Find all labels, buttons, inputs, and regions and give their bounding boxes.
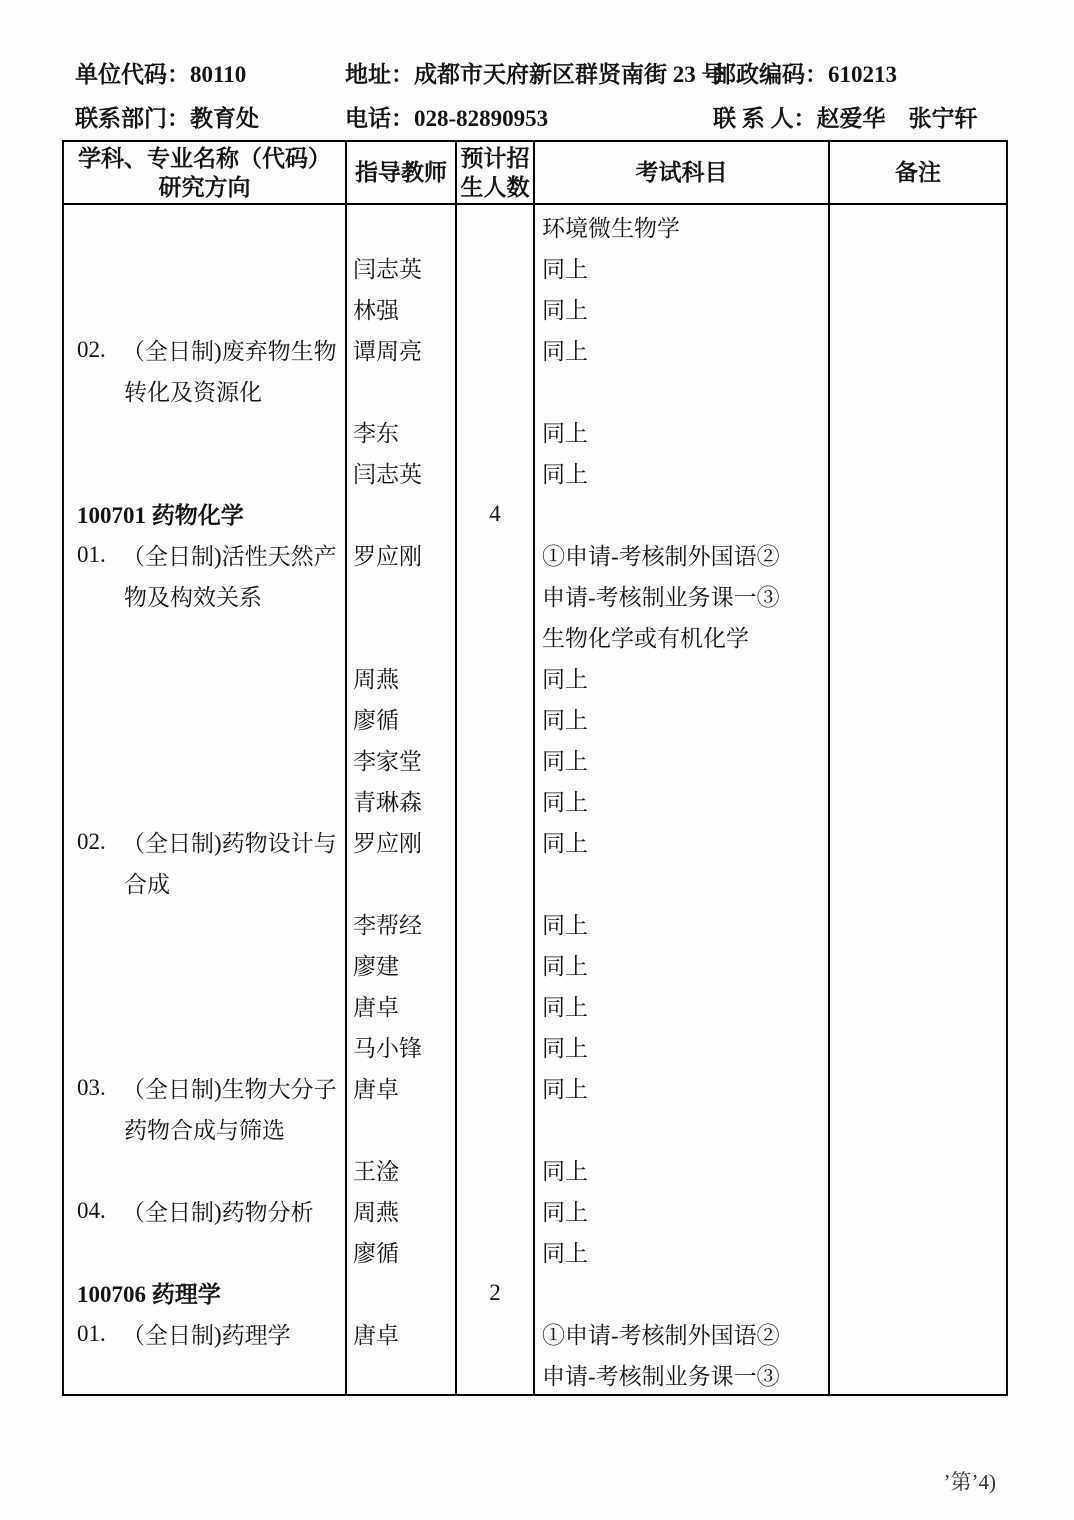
info-line-1 — [0, 56, 1074, 86]
table-header-row — [64, 142, 1006, 205]
quota-line-1 — [457, 206, 533, 247]
direction-number: 02. — [77, 336, 106, 362]
exam-column — [535, 205, 830, 1395]
exam-line-7: 同上 — [542, 462, 588, 487]
remarks-line-13 — [830, 698, 1006, 739]
advisor-line-15: 青琳森 — [353, 790, 422, 815]
direction-text: （全日制)生物大分子 — [122, 1077, 337, 1102]
direction-number: 01. — [77, 541, 106, 567]
direction-text: （全日制)活性天然产 — [122, 544, 337, 569]
remarks-line-11 — [830, 616, 1006, 657]
subject-line-25 — [64, 1190, 345, 1231]
quota-line-29 — [457, 1354, 533, 1395]
quota-line-28 — [457, 1313, 533, 1354]
quota-line-24 — [457, 1149, 533, 1190]
subject-column — [64, 205, 347, 1395]
quota-line-11 — [457, 616, 533, 657]
subject-line-24 — [64, 1149, 345, 1190]
quota-line-14 — [457, 739, 533, 780]
quota-line-5 — [457, 370, 533, 411]
remarks-column — [830, 205, 1006, 1395]
subject-line-17: 合成 — [124, 872, 170, 897]
subject-line-16 — [64, 821, 345, 862]
remarks-line-12 — [830, 657, 1006, 698]
advisor-line-23 — [347, 1108, 455, 1149]
exam-line-15: 同上 — [542, 790, 588, 815]
exam-line-4: 同上 — [542, 339, 588, 364]
header-quota — [457, 142, 535, 203]
phone: 电话：028-82890953 — [345, 106, 549, 131]
remarks-line-16 — [830, 821, 1006, 862]
remarks-line-4 — [830, 329, 1006, 370]
subject-line-27: 100706 药理学 — [77, 1282, 221, 1307]
exam-line-13: 同上 — [542, 708, 588, 733]
exam-line-3: 同上 — [542, 298, 588, 323]
exam-line-2: 同上 — [542, 257, 588, 282]
subject-line-8: 100701 药物化学 — [77, 503, 244, 528]
admissions-table — [62, 140, 1008, 1396]
exam-line-14: 同上 — [542, 749, 588, 774]
quota-line-4 — [457, 329, 533, 370]
header-subject — [64, 142, 347, 203]
quota-line-2 — [457, 247, 533, 288]
header-exam — [535, 142, 830, 203]
quota-line-9 — [457, 534, 533, 575]
postal-code: 邮政编码：610213 — [713, 62, 897, 87]
subject-line-21 — [64, 1026, 345, 1067]
quota-line-17 — [457, 862, 533, 903]
header-remarks — [830, 142, 1006, 203]
exam-line-25: 同上 — [542, 1200, 588, 1225]
header-advisor — [347, 142, 457, 203]
remarks-line-9 — [830, 534, 1006, 575]
header-quota-line1: 预计招 — [460, 145, 530, 171]
subject-line-12 — [64, 657, 345, 698]
quota-line-3 — [457, 288, 533, 329]
subject-line-15 — [64, 780, 345, 821]
quota-line-25 — [457, 1190, 533, 1231]
exam-line-16: 同上 — [542, 831, 588, 856]
advisor-line-9: 罗应刚 — [353, 544, 422, 569]
subject-line-5: 转化及资源化 — [124, 380, 262, 405]
remarks-line-1 — [830, 206, 1006, 247]
advisor-line-3: 林强 — [353, 298, 399, 323]
header-subject-line2: 研究方向 — [158, 174, 251, 200]
advisor-line-14: 李家堂 — [353, 749, 422, 774]
remarks-line-3 — [830, 288, 1006, 329]
header-subject-line1: 学科、专业名称（代码） — [78, 145, 331, 171]
exam-line-27 — [535, 1272, 828, 1313]
header-exam-label: 考试科目 — [635, 160, 728, 185]
exam-line-10: 申请-考核制业务课一③ — [542, 585, 780, 610]
subject-line-11 — [64, 616, 345, 657]
quota-line-20 — [457, 985, 533, 1026]
remarks-line-10 — [830, 575, 1006, 616]
exam-line-22: 同上 — [542, 1077, 588, 1102]
direction-number: 02. — [77, 828, 106, 854]
contact-dept: 联系部门：教育处 — [75, 106, 259, 131]
advisor-line-16: 罗应刚 — [353, 831, 422, 856]
subject-line-19 — [64, 944, 345, 985]
quota-line-7 — [457, 452, 533, 493]
remarks-line-20 — [830, 985, 1006, 1026]
advisor-line-25: 周燕 — [353, 1200, 399, 1225]
remarks-line-28 — [830, 1313, 1006, 1354]
advisor-line-20: 唐卓 — [353, 995, 399, 1020]
remarks-line-22 — [830, 1067, 1006, 1108]
advisor-line-26: 廖循 — [353, 1241, 399, 1266]
contact-person: 联 系 人：赵爱华 张宁轩 — [713, 106, 978, 131]
remarks-line-5 — [830, 370, 1006, 411]
remarks-line-26 — [830, 1231, 1006, 1272]
exam-line-18: 同上 — [542, 913, 588, 938]
quota-line-22 — [457, 1067, 533, 1108]
subject-line-10: 物及构效关系 — [124, 585, 262, 610]
subject-line-22 — [64, 1067, 345, 1108]
subject-line-14 — [64, 739, 345, 780]
quota-line-6 — [457, 411, 533, 452]
info-line-2 — [0, 100, 1074, 130]
advisor-line-11 — [347, 616, 455, 657]
advisor-line-28: 唐卓 — [353, 1323, 399, 1348]
remarks-line-6 — [830, 411, 1006, 452]
address: 地址：成都市天府新区群贤南街 23 号 — [345, 62, 725, 87]
advisor-column — [347, 205, 457, 1395]
subject-line-20 — [64, 985, 345, 1026]
quota-line-13 — [457, 698, 533, 739]
direction-number: 04. — [77, 1197, 106, 1223]
subject-line-26 — [64, 1231, 345, 1272]
remarks-line-14 — [830, 739, 1006, 780]
direction-number: 01. — [77, 1320, 106, 1346]
header-quota-line2: 生人数 — [460, 174, 530, 200]
advisor-line-2: 闫志英 — [353, 257, 422, 282]
remarks-line-18 — [830, 903, 1006, 944]
quota-line-23 — [457, 1108, 533, 1149]
quota-line-10 — [457, 575, 533, 616]
advisor-line-12: 周燕 — [353, 667, 399, 692]
subject-line-3 — [64, 288, 345, 329]
advisor-line-1 — [347, 206, 455, 247]
subject-line-4 — [64, 329, 345, 370]
advisor-line-10 — [347, 575, 455, 616]
direction-text: （全日制)药理学 — [122, 1323, 291, 1348]
advisor-line-27 — [347, 1272, 455, 1313]
exam-line-6: 同上 — [542, 421, 588, 446]
table-body-row — [64, 205, 1006, 1395]
advisor-line-8 — [347, 493, 455, 534]
subject-line-23: 药物合成与筛选 — [124, 1118, 285, 1143]
remarks-line-2 — [830, 247, 1006, 288]
quota-line-12 — [457, 657, 533, 698]
advisor-line-24: 王淦 — [353, 1159, 399, 1184]
advisor-line-21: 马小锋 — [353, 1036, 422, 1061]
remarks-line-27 — [830, 1272, 1006, 1313]
remarks-line-8 — [830, 493, 1006, 534]
exam-line-9: ①申请-考核制外国语② — [542, 544, 780, 569]
exam-line-21: 同上 — [542, 1036, 588, 1061]
remarks-line-17 — [830, 862, 1006, 903]
quota-line-19 — [457, 944, 533, 985]
exam-line-26: 同上 — [542, 1241, 588, 1266]
advisor-line-17 — [347, 862, 455, 903]
subject-line-28 — [64, 1313, 345, 1354]
exam-line-11: 生物化学或有机化学 — [542, 626, 749, 651]
exam-line-24: 同上 — [542, 1159, 588, 1184]
advisor-line-13: 廖循 — [353, 708, 399, 733]
quota-line-15 — [457, 780, 533, 821]
exam-line-19: 同上 — [542, 954, 588, 979]
exam-line-1: 环境微生物学 — [542, 216, 680, 241]
quota-line-16 — [457, 821, 533, 862]
remarks-line-7 — [830, 452, 1006, 493]
header-remarks-label: 备注 — [895, 160, 941, 185]
advisor-line-18: 李帮经 — [353, 913, 422, 938]
advisor-line-22: 唐卓 — [353, 1077, 399, 1102]
advisor-line-7: 闫志英 — [353, 462, 422, 487]
subject-line-7 — [64, 452, 345, 493]
advisor-line-4: 谭周亮 — [353, 339, 422, 364]
advisor-line-5 — [347, 370, 455, 411]
remarks-line-21 — [830, 1026, 1006, 1067]
remarks-line-24 — [830, 1149, 1006, 1190]
exam-line-17 — [535, 862, 828, 903]
unit-code: 单位代码：80110 — [75, 62, 247, 87]
header-advisor-label: 指导教师 — [355, 160, 447, 185]
quota-column — [457, 205, 535, 1395]
subject-line-13 — [64, 698, 345, 739]
exam-line-29: 申请-考核制业务课一③ — [542, 1364, 780, 1389]
quota-line-27: 2 — [489, 1279, 501, 1305]
subject-line-1 — [64, 206, 345, 247]
subject-line-9 — [64, 534, 345, 575]
exam-line-20: 同上 — [542, 995, 588, 1020]
exam-line-28: ①申请-考核制外国语② — [542, 1323, 780, 1348]
subject-line-2 — [64, 247, 345, 288]
direction-text: （全日制)废弃物生物 — [122, 339, 337, 364]
subject-line-18 — [64, 903, 345, 944]
advisor-line-19: 廖建 — [353, 954, 399, 979]
direction-number: 03. — [77, 1074, 106, 1100]
direction-text: （全日制)药物分析 — [122, 1200, 314, 1225]
remarks-line-23 — [830, 1108, 1006, 1149]
quota-line-8: 4 — [489, 500, 501, 526]
quota-line-18 — [457, 903, 533, 944]
direction-text: （全日制)药物设计与 — [122, 831, 337, 856]
advisor-line-29 — [347, 1354, 455, 1395]
subject-line-29 — [64, 1354, 345, 1395]
quota-line-26 — [457, 1231, 533, 1272]
remarks-line-29 — [830, 1354, 1006, 1395]
exam-line-8 — [535, 493, 828, 534]
exam-line-23 — [535, 1108, 828, 1149]
exam-line-12: 同上 — [542, 667, 588, 692]
remarks-line-25 — [830, 1190, 1006, 1231]
page-footer: ’第’4) — [943, 1470, 996, 1494]
exam-line-5 — [535, 370, 828, 411]
remarks-line-19 — [830, 944, 1006, 985]
remarks-line-15 — [830, 780, 1006, 821]
advisor-line-6: 李东 — [353, 421, 399, 446]
subject-line-6 — [64, 411, 345, 452]
quota-line-21 — [457, 1026, 533, 1067]
